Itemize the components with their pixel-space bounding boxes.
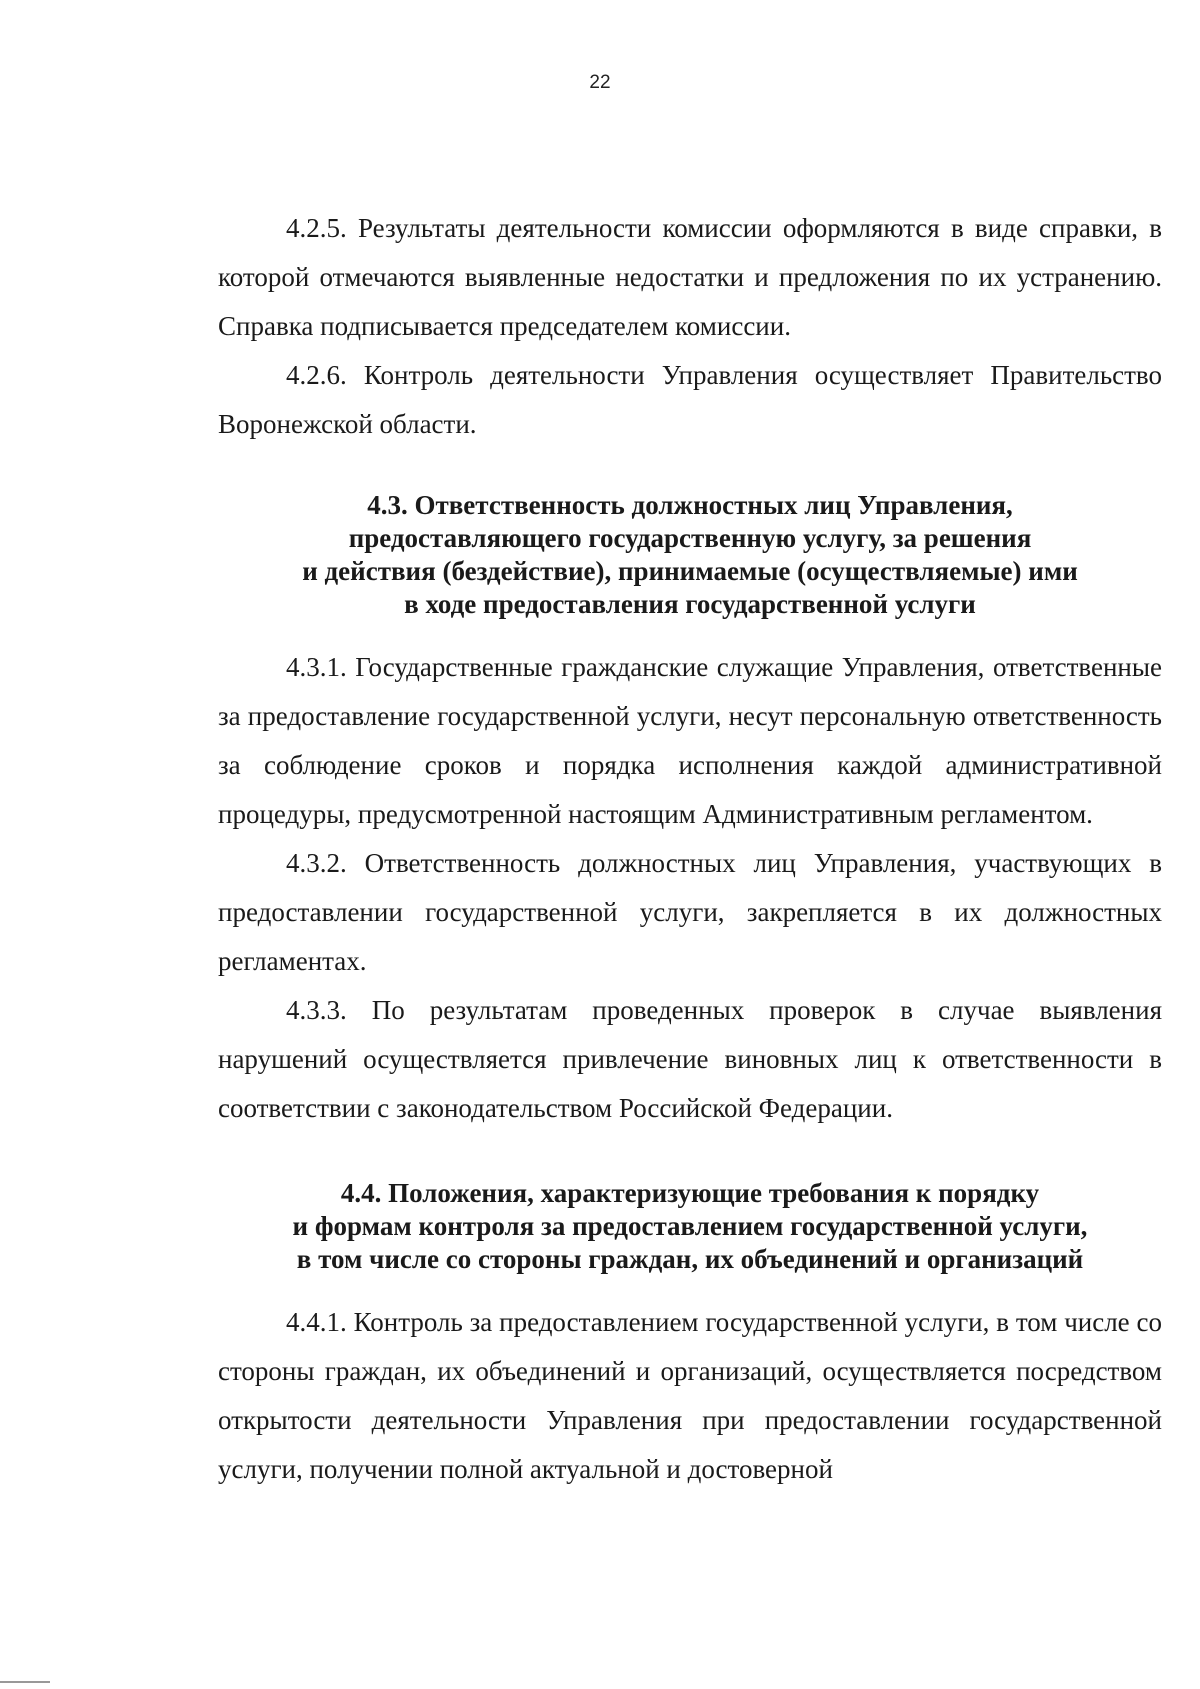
paragraph-4-3-1: 4.3.1. Государственные гражданские служащие Управления, ответственные за предоставление государственной услуги, несут персональную ответственность за соблюдение сроков и порядка исполнения каждой административной процедуры, предусмотренной настоящим Административным регламентом.	[218, 652, 1162, 829]
heading-line: предоставляющего государственную услугу, за решения	[348, 523, 1032, 553]
paragraph-4-2-5: 4.2.5. Результаты деятельности комиссии оформляются в виде справки, в которой отмечаются выявленные недостатки и предложения по их устранению. Справка подписывается председателем комиссии.	[218, 213, 1162, 341]
document-body	[218, 204, 1162, 1494]
paragraph-4-3-2: 4.3.2. Ответственность должностных лиц Управления, участвующих в предоставлении государственной услуги, закрепляется в их должностных регламентах.	[218, 848, 1162, 976]
paragraph-4-4-1: 4.4.1. Контроль за предоставлением государственной услуги, в том числе со стороны граждан, их объединений и организаций, осуществляется посредством открытости деятельности Управления при предоставлении государственной услуги, получении полной актуальной и достоверной	[218, 1307, 1162, 1484]
heading-line: 4.3. Ответственность должностных лиц Управления,	[367, 490, 1013, 520]
heading-line: и формам контроля за предоставлением государственной услуги,	[292, 1211, 1088, 1241]
heading-line: и действия (бездействие), принимаемые (осуществляемые) ими	[302, 556, 1078, 586]
section-heading-4-3	[218, 489, 1162, 621]
paragraph-4-3-3: 4.3.3. По результатам проведенных проверок в случае выявления нарушений осуществляется привлечение виновных лиц к ответственности в соответствии с законодательством Российской Федерации.	[218, 995, 1162, 1123]
heading-line: в ходе предоставления государственной услуги	[404, 589, 976, 619]
section-heading-4-4	[218, 1177, 1162, 1276]
heading-line: в том числе со стороны граждан, их объединений и организаций	[296, 1244, 1084, 1274]
paragraph-4-2-6: 4.2.6. Контроль деятельности Управления осуществляет Правительство Воронежской области.	[218, 360, 1162, 439]
heading-line: 4.4. Положения, характеризующие требования к порядку	[340, 1178, 1040, 1208]
scan-edge-mark	[0, 1681, 50, 1689]
page-number: 22	[589, 72, 611, 93]
